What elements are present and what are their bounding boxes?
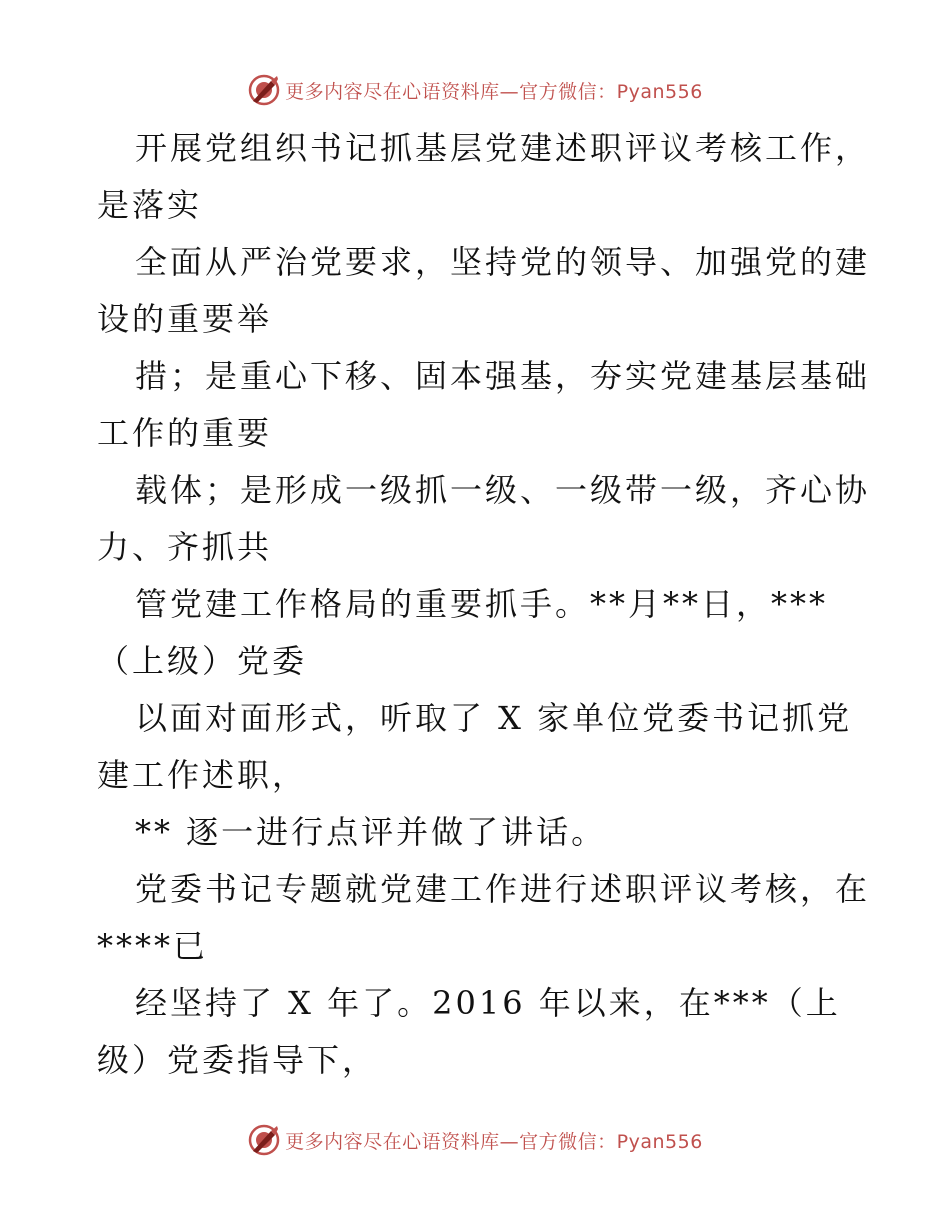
document-body <box>97 120 871 1089</box>
paragraph-line: 管党建工作格局的重要抓手。**月**日，*** <box>135 585 829 623</box>
watermark-text: 更多内容尽在心语资料库—官方微信：Pyan556 <box>285 1130 703 1153</box>
paragraph <box>97 348 871 462</box>
paragraph-line: 以面对面形式，听取了 X 家单位党委书记抓党 <box>135 699 853 737</box>
paragraph <box>97 462 871 576</box>
paragraph <box>97 975 857 1089</box>
paragraph-line: 工作的重要 <box>97 414 273 452</box>
paragraph <box>97 234 871 348</box>
watermark-text: 更多内容尽在心语资料库—官方微信：Pyan556 <box>285 80 703 103</box>
paragraph-line: 开展党组织书记抓基层党建述职评议考核工作， <box>135 129 871 167</box>
paragraph-line: 是落实 <box>97 186 203 224</box>
paragraph-line: 经坚持了 X 年了。2016 年以来，在***（上 <box>135 984 841 1022</box>
paragraph-line: 党委书记专题就党建工作进行述职评议考核，在 <box>135 870 871 908</box>
paragraph <box>97 690 857 804</box>
paragraph-line: 级）党委指导下， <box>97 1041 378 1079</box>
paragraph-line: 措；是重心下移、固本强基，夯实党建基层基础 <box>135 357 871 395</box>
paragraph-line: 建工作述职， <box>97 756 308 794</box>
footer-watermark-banner <box>0 1120 950 1160</box>
paragraph-line: （上级）党委 <box>97 642 308 680</box>
paragraph-line: 力、齐抓共 <box>97 528 273 566</box>
pen-logo-icon <box>247 73 281 107</box>
paragraph-line: 载体；是形成一级抓一级、一级带一级，齐心协 <box>135 471 871 509</box>
pen-logo-icon <box>247 1123 281 1157</box>
paragraph-line: 全面从严治党要求，坚持党的领导、加强党的建 <box>135 243 871 281</box>
paragraph <box>97 576 857 690</box>
paragraph-line: ****已 <box>97 927 209 965</box>
paragraph <box>97 804 857 861</box>
header-watermark-banner <box>0 70 950 110</box>
paragraph-line: 设的重要举 <box>97 300 273 338</box>
paragraph-line: ** 逐一进行点评并做了讲话。 <box>135 813 607 851</box>
paragraph <box>97 120 871 234</box>
paragraph <box>97 861 871 975</box>
